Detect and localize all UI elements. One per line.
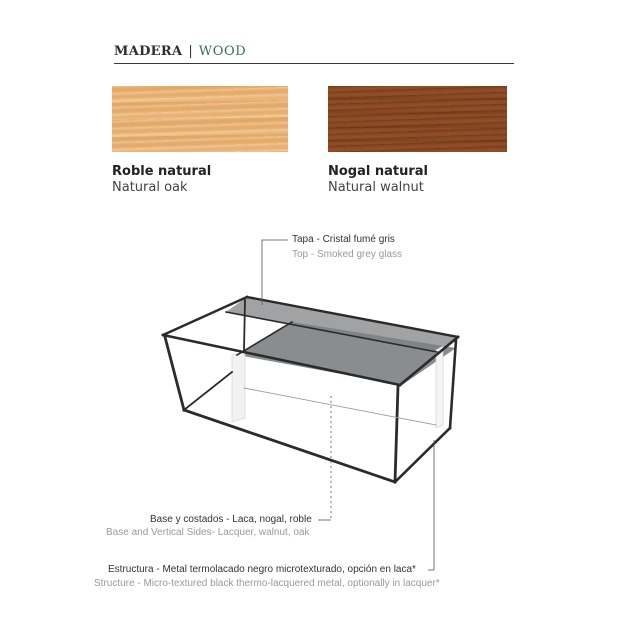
callout-top-es: Tapa - Cristal fumé gris [292, 234, 395, 245]
oak-name-en: Natural oak [112, 180, 188, 195]
frame-leg-front-left [165, 337, 184, 410]
header-separator: | [188, 44, 193, 59]
callout-top-en: Top - Smoked grey glass [292, 249, 403, 260]
callout-base-en: Base and Vertical Sides- Lacquer, walnut, oak [106, 527, 310, 538]
callout-base-es: Base y costados - Laca, nogal, roble [150, 514, 312, 525]
oak-name-es: Roble natural [112, 164, 212, 179]
frame-bottom-front [184, 410, 395, 482]
walnut-name-es: Nogal natural [328, 164, 429, 179]
header-title-es: MADERA [114, 44, 183, 59]
side-panel-left [232, 352, 245, 422]
frame-leg-front-right [395, 386, 398, 482]
callout-structure-en: Structure - Micro-textured black thermo-lacquered metal, optionally in lacquer* [94, 578, 440, 589]
walnut-name-en: Natural walnut [328, 180, 424, 195]
callout-structure-es: Estructura - Metal termolacado negro microtexturado, opción en laca* [108, 564, 416, 575]
frame-leg-back-left [244, 300, 245, 350]
header-title-en: WOOD [198, 44, 247, 59]
side-panel-right [436, 346, 443, 428]
frame-top-left [163, 297, 247, 335]
frame-bottom-back [244, 388, 436, 425]
frame-bottom-left [184, 372, 232, 410]
leader-top [262, 240, 288, 305]
frame-bottom-right [395, 428, 450, 482]
frame-leg-back-right [450, 340, 456, 428]
